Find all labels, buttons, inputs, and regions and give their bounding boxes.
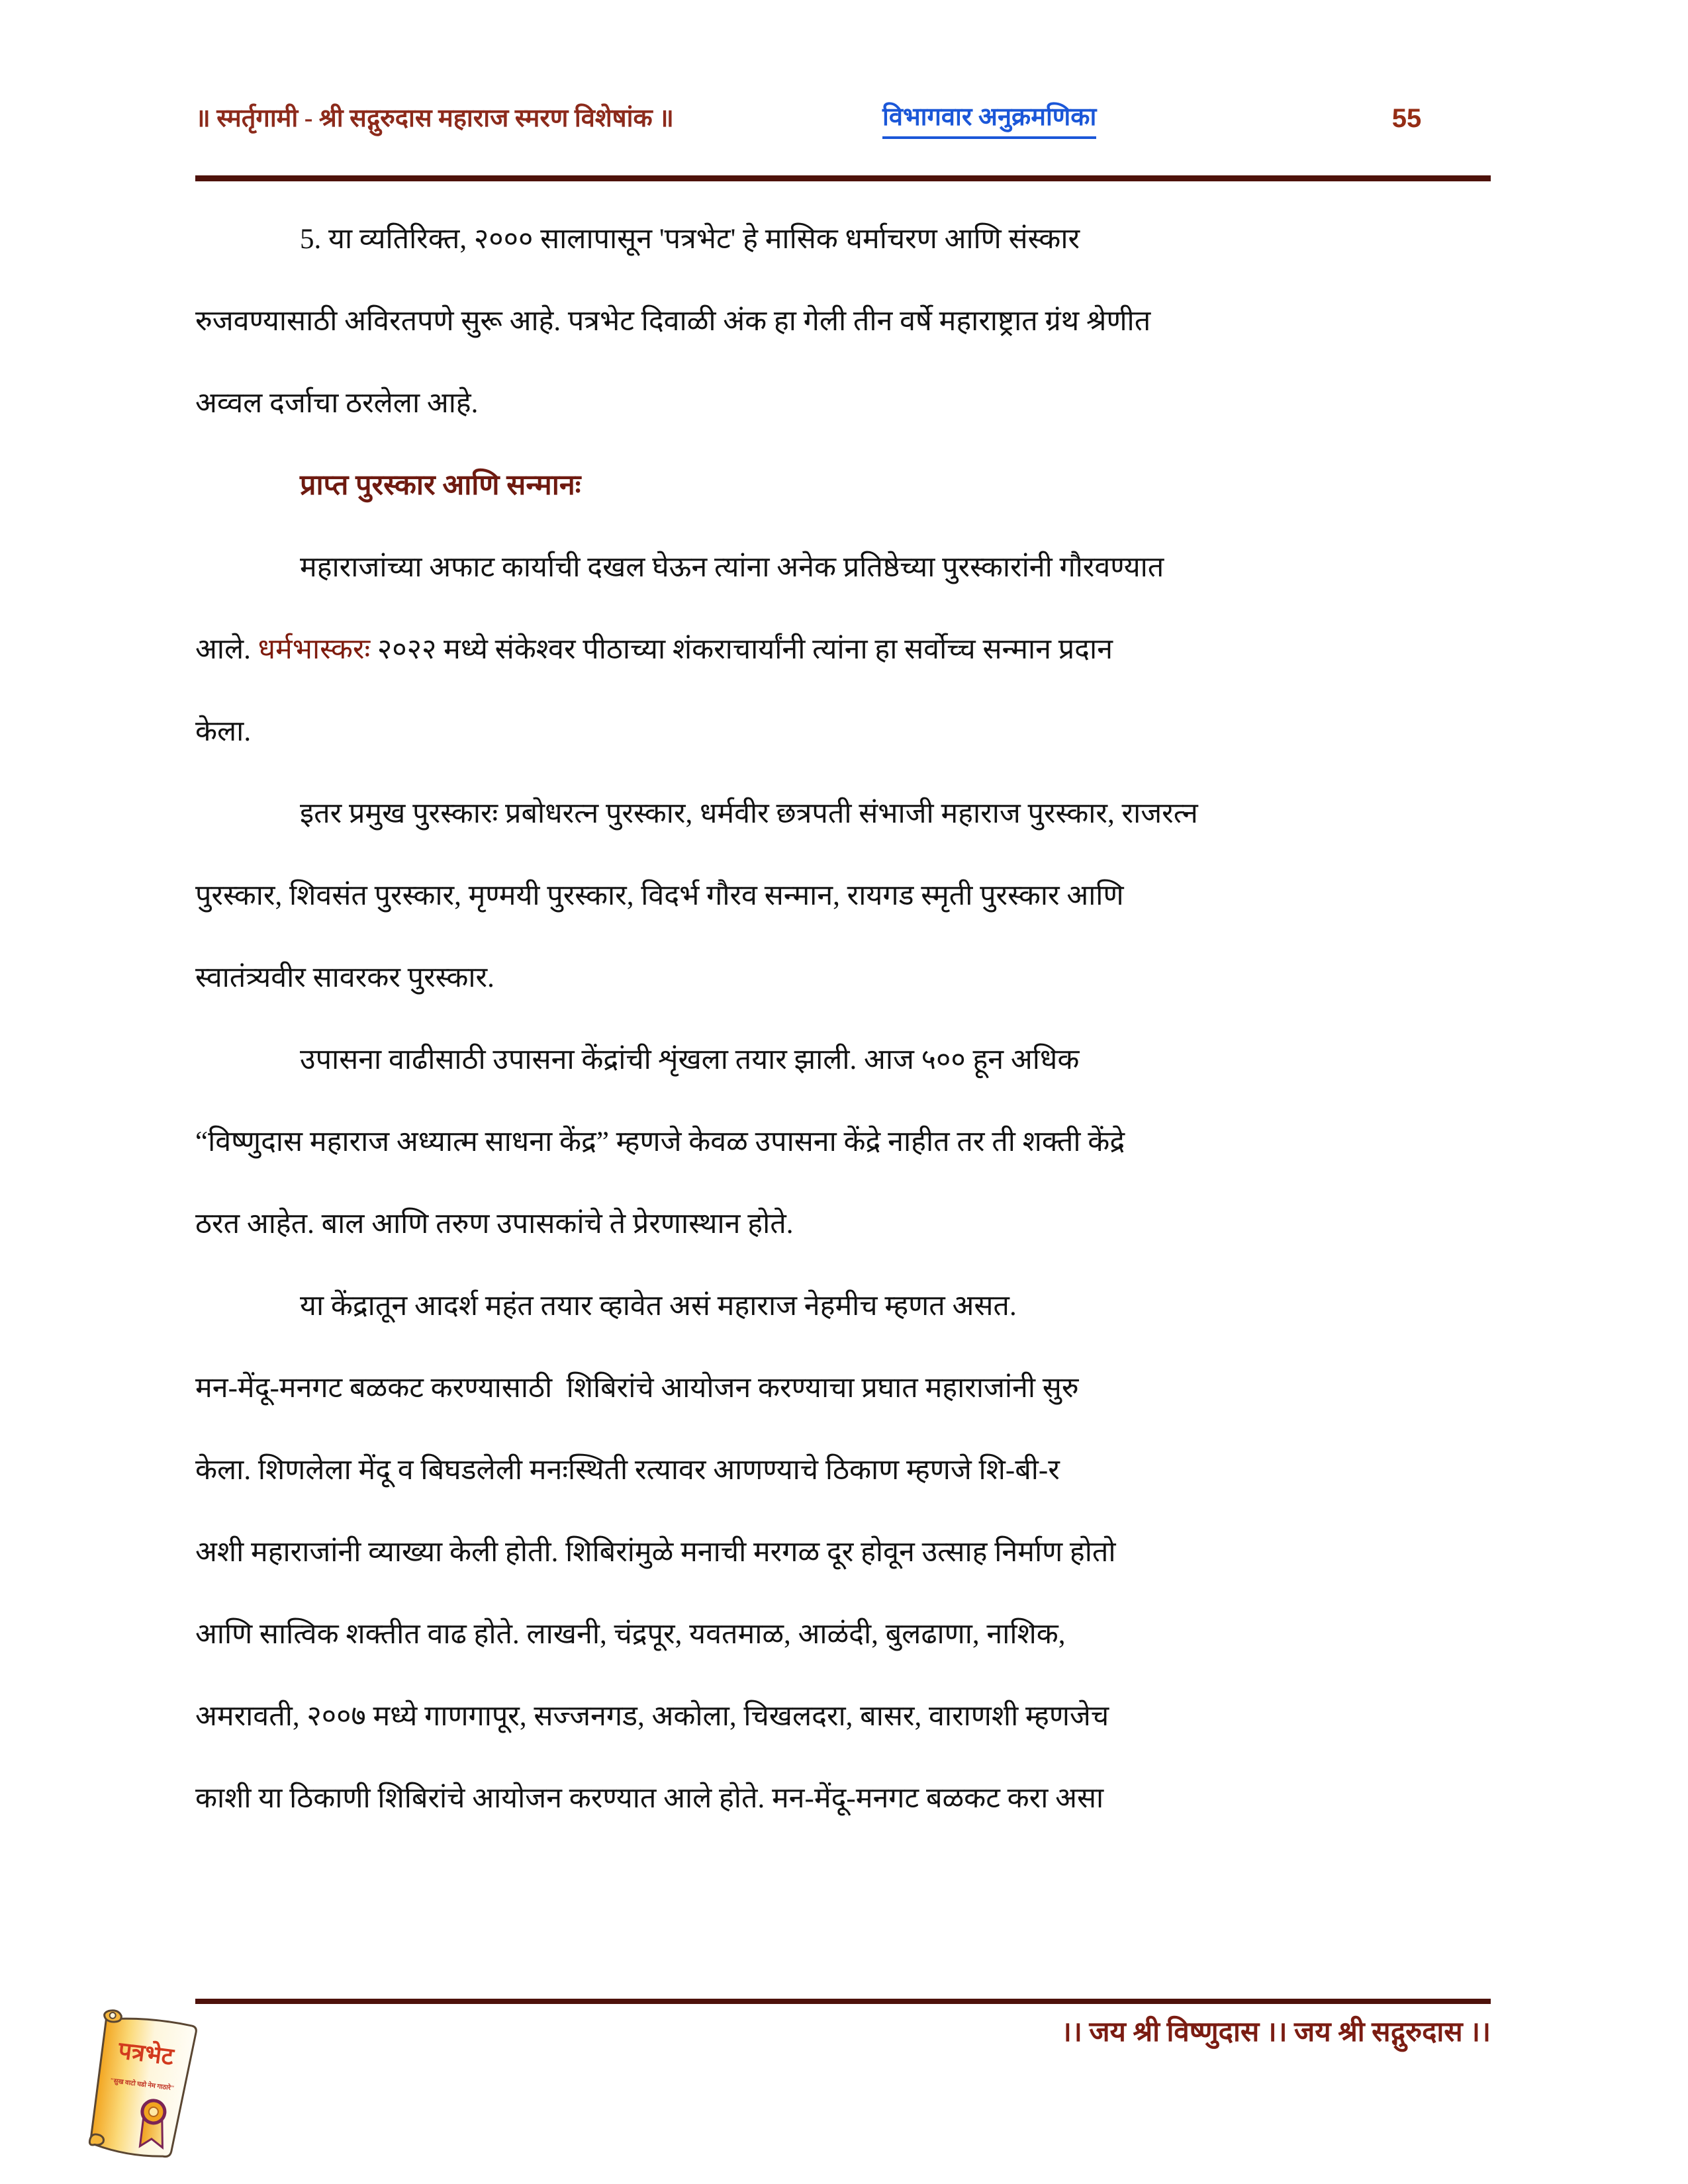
body-line-14: या केंद्रातून आदर्श महंत तयार व्हावेत असं महाराज नेहमीच म्हणत असत. (300, 1291, 1017, 1322)
body-line-20: काशी या ठिकाणी शिबिरांचे आयोजन करण्यात आले होते. मन-मेंदू-मनगट बळकट करा असा (195, 1783, 1104, 1814)
body-line-12: “विष्णुदास महाराज अध्यात्म साधना केंद्र” म्हणजे केवळ उपासना केंद्रे नाहीत तर ती शक्ती केंद्रे (195, 1126, 1125, 1158)
body-line-1: 5. या व्यतिरिक्त, २००० सालापासून 'पत्रभेट' हे मासिक धर्माचरण आणि संस्कार (300, 224, 1080, 255)
scroll-icon (73, 2009, 205, 2180)
body-line-5: महाराजांच्या अफाट कार्याची दखल घेऊन त्यांना अनेक प्रतिष्ठेच्या पुरस्कारांनी गौरवण्यात (300, 552, 1164, 583)
body-line-7: केला. (195, 716, 252, 747)
toc-link[interactable]: विभागवार अनुक्रमणिका (882, 98, 1096, 139)
body-line-9: पुरस्कार, शिवसंत पुरस्कार, मृण्मयी पुरस्कार, विदर्भ गौरव सन्मान, रायगड स्मृती पुरस्कार आणि (195, 880, 1124, 911)
page-header (195, 98, 1491, 144)
header-title: ॥ स्मर्तृगामी - श्री सद्गुरुदास महाराज स्मरण विशेषांक ॥ (195, 105, 674, 132)
page-number: 55 (1391, 104, 1422, 133)
body-line-8: इतर प्रमुख पुरस्कारः प्रबोधरत्न पुरस्कार, धर्मवीर छत्रपती संभाजी महाराज पुरस्कार, राजरत्न (300, 798, 1198, 829)
body-line-6-pre: आले. (195, 634, 258, 665)
logo-tagline: "सुख वाटो घडो नेम गाठारे" (109, 2077, 175, 2093)
highlighted-term: धर्मभास्करः (258, 634, 371, 665)
body-line-3: अव्वल दर्जाचा ठरलेला आहे. (195, 388, 479, 419)
logo-title: पत्रभेट (117, 2036, 175, 2070)
body-line-13: ठरत आहेत. बाल आणि तरुण उपासकांचे ते प्रेरणास्थान होते. (195, 1208, 794, 1240)
body-line-17: अशी महाराजांनी व्याख्या केली होती. शिबिरांमुळे मनाची मरगळ दूर होवून उत्साह निर्माण होतो (195, 1537, 1116, 1568)
body-line-15: मन-मेंदू-मनगट बळकट करण्यासाठी शिबिरांचे आयोजन करण्याचा प्रघात महाराजांनी सुरु (195, 1373, 1079, 1404)
body-line-10: स्वातंत्र्यवीर सावरकर पुरस्कार. (195, 962, 494, 993)
section-heading: प्राप्त पुरस्कार आणि सन्मानः (300, 470, 581, 501)
body-line-6 (195, 609, 1496, 691)
body-line-2: रुजवण्यासाठी अविरतपणे सुरू आहे. पत्रभेट दिवाळी अंक हा गेली तीन वर्षे महाराष्ट्रात ग्रंथ श्रेणीत (195, 306, 1151, 337)
body-line-11: उपासना वाढीसाठी उपासना केंद्रांची शृंखला तयार झाली. आज ५०० हून अधिक (300, 1044, 1080, 1075)
body-line-6-post: २०२२ मध्ये संकेश्वर पीठाच्या शंकराचार्यांनी त्यांना हा सर्वोच्च सन्मान प्रदान (370, 634, 1113, 665)
footer-rule (195, 1999, 1491, 2004)
body-line-18: आणि सात्विक शक्तीत वाढ होते. लाखनी, चंद्रपूर, यवतमाळ, आळंदी, बुलढाणा, नाशिक, (195, 1619, 1066, 1650)
article-body (195, 199, 1496, 1840)
body-line-16: केला. शिणलेला मेंदू व बिघडलेली मनःस्थिती रत्यावर आणण्याचे ठिकाण म्हणजे शि-बी-र (195, 1455, 1060, 1486)
body-line-19: अमरावती, २००७ मध्ये गाणगापूर, सज्जनगड, अकोला, चिखलदरा, बासर, वाराणशी म्हणजेच (195, 1701, 1109, 1732)
patrabhet-logo (73, 2009, 205, 2180)
footer-blessing: ।। जय श्री विष्णुदास ।। जय श्री सद्गुरुदास ।। (1061, 2017, 1491, 2048)
header-rule (195, 175, 1491, 181)
